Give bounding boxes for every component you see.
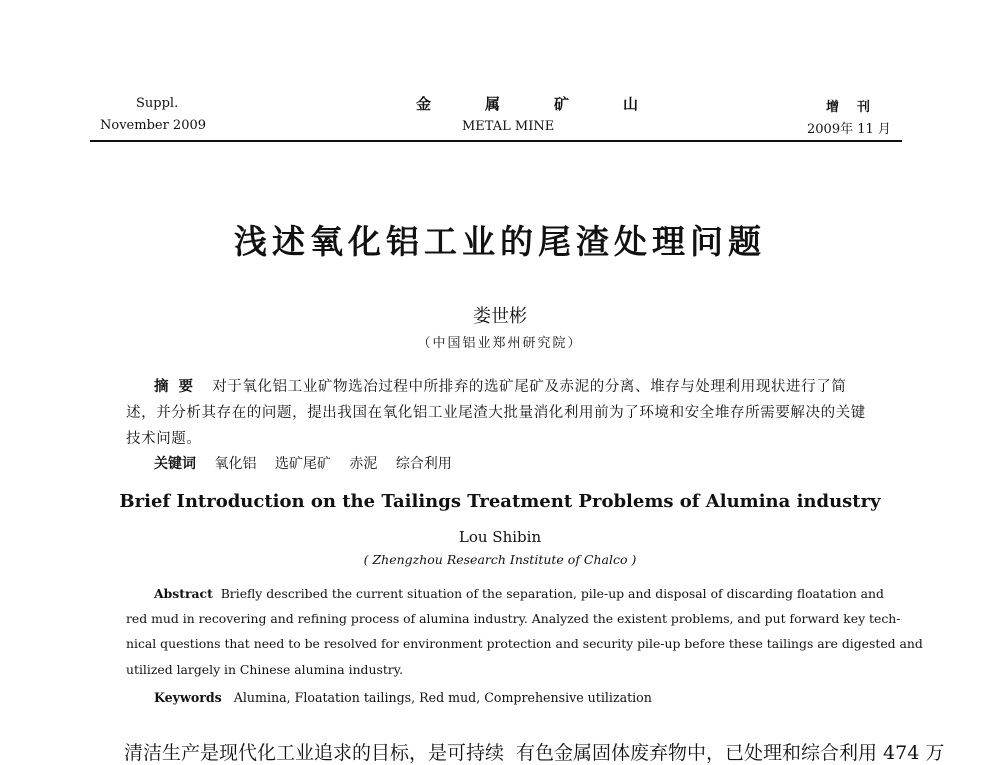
abstract-cn-line: 技术问题。: [126, 431, 202, 447]
keywords-en: [154, 690, 652, 705]
abstract-cn-label: 摘要: [154, 378, 203, 395]
header-rule: [90, 140, 902, 142]
keywords-cn: [154, 453, 452, 473]
header-journal-name-cn: 金属矿山: [416, 95, 693, 113]
header-journal-name-en: METAL MINE: [462, 119, 555, 134]
author-en: Lou Shibin: [458, 528, 542, 546]
abstract-cn-text: 对于氧化铝工业矿物选冶过程中所排弃的选矿尾矿及赤泥的分离、堆存与处理利用现状进行了简: [212, 379, 847, 395]
abstract-en-text: Briefly described the current situation of the separation, pile-up and disposal of discarding floatation and: [220, 586, 884, 601]
abstract-cn-line: 述，并分析其存在的问题，提出我国在氧化铝工业尾渣大批量消化利用前为了环境和安全堆存所需要解决的关键: [126, 405, 866, 421]
header-suppl: Suppl.: [136, 96, 179, 111]
paper-title-cn: 浅述氧化铝工业的尾渣处理问题: [234, 222, 766, 261]
abstract-en-line: red mud in recovering and refining process of alumina industry. Analyzed the existent problems, and put forward key tech-: [126, 611, 901, 626]
abstract-en-line: utilized largely in Chinese alumina industry.: [126, 662, 404, 677]
author-cn: 娄世彬: [473, 306, 527, 327]
paper-title-en: Brief Introduction on the Tailings Treatment Problems of Alumina industry: [119, 491, 881, 512]
keywords-cn-label: 关键词: [154, 456, 196, 472]
abstract-cn-line: [154, 375, 846, 396]
abstract-en-line: [154, 586, 884, 601]
keywords-en-label: Keywords: [154, 690, 222, 705]
keyword-cn: 氧化铝: [214, 456, 257, 472]
abstract-en-label: Abstract: [154, 586, 213, 601]
keywords-en-text: Alumina, Floatation tailings, Red mud, Comprehensive utilization: [233, 690, 652, 705]
header-date-cn: 2009年 11 月: [807, 122, 891, 137]
abstract-en-line: nical questions that need to be resolved for environment protection and security pile-up before these tailings are digested and: [126, 636, 923, 651]
keyword-cn: 赤泥: [349, 456, 378, 472]
header-suppl-cn: 增刊: [826, 100, 889, 115]
header-month-year: November 2009: [100, 118, 207, 133]
body-column-2: 有色金属固体废弃物中，已处理和综合利用 474 万: [516, 742, 945, 764]
body-column-1: 清洁生产是现代化工业追求的目标，是可持续: [124, 742, 505, 764]
keyword-cn: 选矿尾矿: [274, 456, 331, 472]
affiliation-cn: （中国铝业郑州研究院）: [417, 336, 583, 351]
keyword-cn: 综合利用: [395, 456, 452, 472]
affiliation-en: ( Zhengzhou Research Institute of Chalco ): [363, 552, 637, 567]
